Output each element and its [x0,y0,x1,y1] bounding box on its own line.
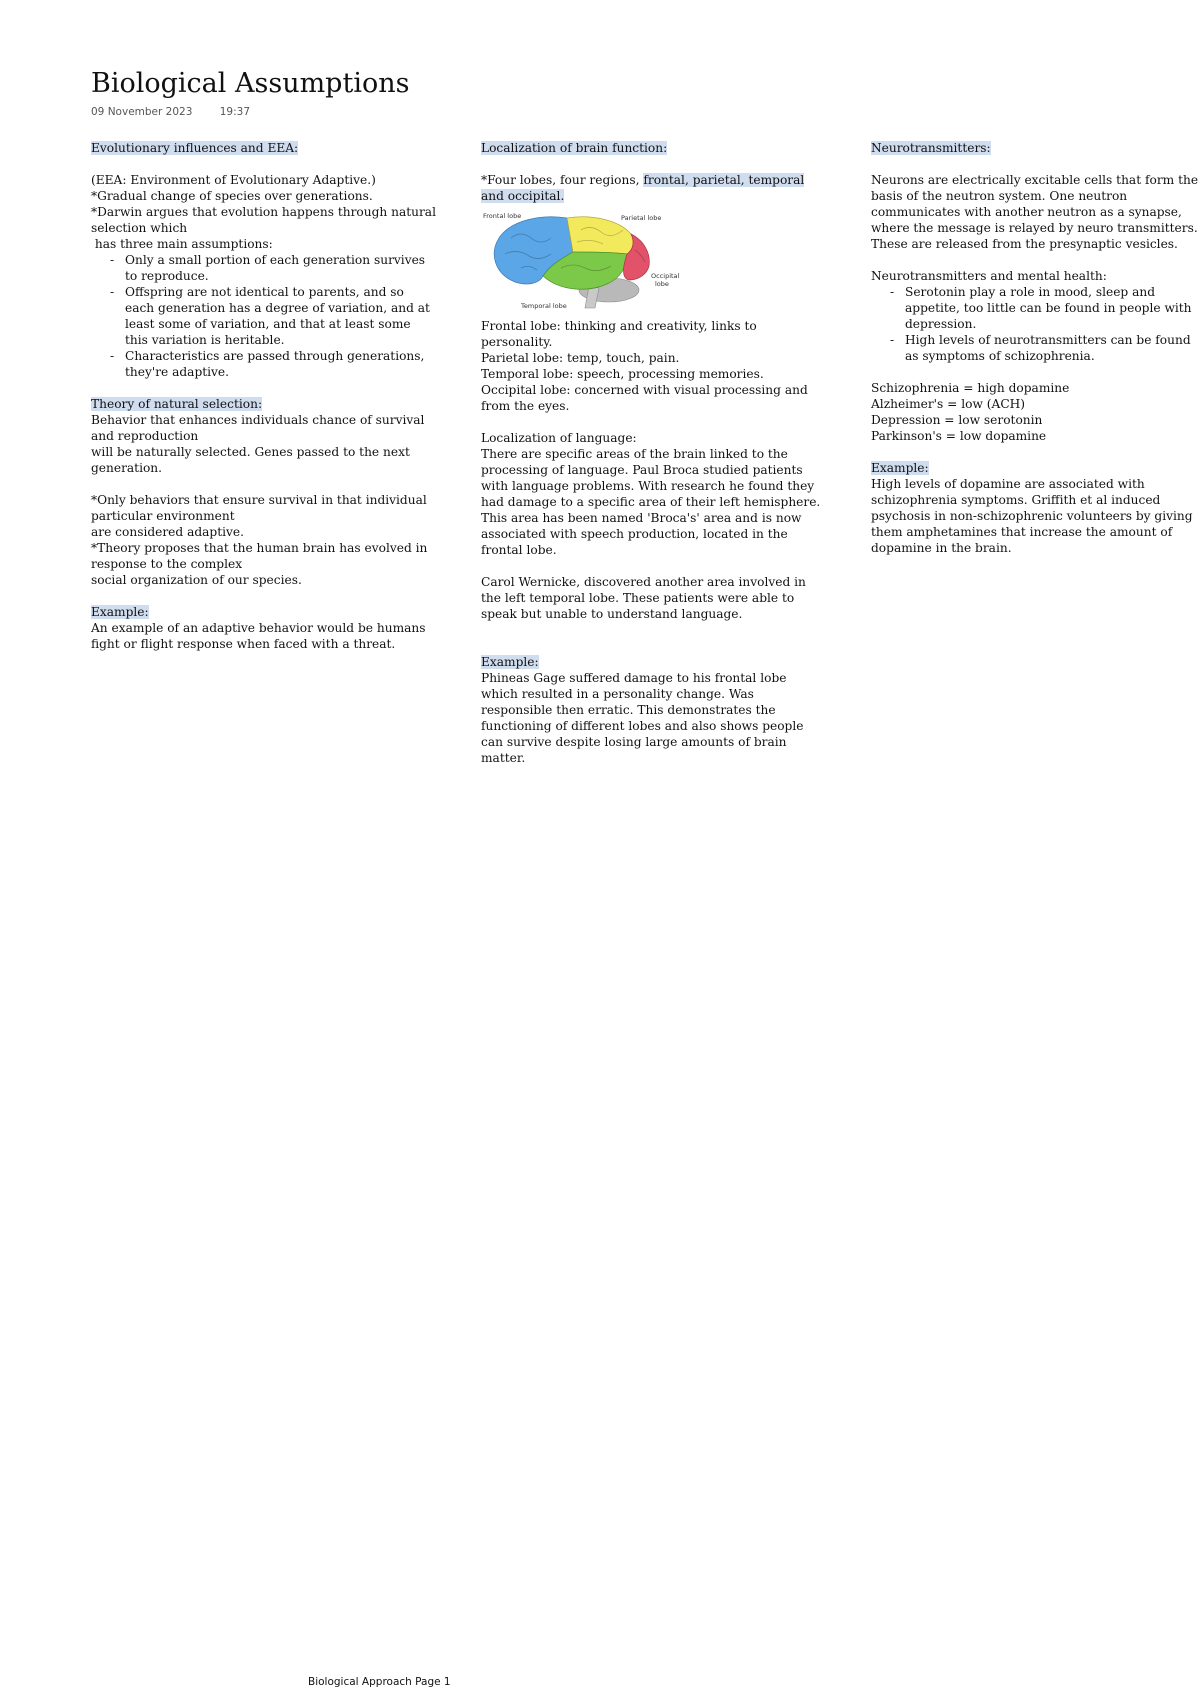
text-line: Frontal lobe: thinking and creativity, links to personality. [481,319,757,349]
neurons-text: Neurons are electrically excitable cells that form the basis of the neutron system. One neutron communicates with another neutron as a synapse, where the message is relayed by neuro transmitters. These are released from the presynaptic vesicles. [871,173,1199,251]
text-line: Occipital lobe: concerned with visual processing and from the eyes. [481,383,808,413]
column-evolution [91,140,436,652]
text-line: are considered adaptive. [91,525,244,539]
list-item: - High levels of neurotransmitters can be found as symptoms of schizophrenia. [905,332,1200,364]
list-item: - Characteristics are passed through generations, they're adaptive. [125,348,436,380]
text-line: (EEA: Environment of Evolutionary Adaptive.) [91,173,376,187]
page-title: Biological Assumptions [91,68,410,99]
example-text: Phineas Gage suffered damage to his frontal lobe which resulted in a personality change. Was responsible then erratic. This demonstrates the functioning of different lobes and also shows people can survive despite losing large amounts of brain matter. [481,671,804,765]
text-line: has three main assumptions: [91,237,273,251]
brain-lobes-diagram [481,208,681,312]
mental-health-list [871,284,1200,364]
section-heading-theory: Theory of natural selection: [91,397,263,411]
language-heading: Localization of language: [481,431,637,445]
column-neurotransmitters [871,140,1200,556]
section-heading-localization: Localization of brain function: [481,141,668,155]
label-frontal-lobe: Frontal lobe [483,212,522,220]
label-occipital-lobe-2: lobe [655,280,669,288]
example-text: High levels of dopamine are associated with schizophrenia symptoms. Griffith et al induced psychosis in non-schizophrenic volunteers by giving them amphetamines that increase the amount of dopamine in the brain. [871,477,1193,555]
mental-health-heading: Neurotransmitters and mental health: [871,269,1107,283]
column-localization [481,140,826,766]
label-temporal-lobe: Temporal lobe [521,302,567,310]
wernicke-text: Carol Wernicke, discovered another area involved in the left temporal lobe. These patients were able to speak but unable to understand language. [481,575,806,621]
example-heading: Example: [91,605,149,619]
example-text: An example of an adaptive behavior would be humans fight or flight response when faced with a threat. [91,621,426,651]
list-item: - Offspring are not identical to parents, and so each generation has a degree of variation, and at least some of variation, and that at least some this variation is heritable. [125,284,436,348]
page-date: 09 November 2023 [91,106,193,118]
section-heading-neurotransmitters: Neurotransmitters: [871,141,991,155]
list-item: - Only a small portion of each generation survives to reproduce. [125,252,436,284]
text-line: will be naturally selected. Genes passed to the next generation. [91,445,410,475]
disorder-line: Parkinson's = low dopamine [871,429,1047,443]
text-line: *Theory proposes that the human brain has evolved in response to the complex [91,541,428,571]
disorder-line: Schizophrenia = high dopamine [871,381,1070,395]
example-heading: Example: [481,655,539,669]
text-line: *Only behaviors that ensure survival in that individual particular environment [91,493,427,523]
lobes-intro-highlight: frontal, parietal, temporal and occipital. [481,173,805,203]
language-text: There are specific areas of the brain linked to the processing of language. Paul Broca studied patients with language problems. With research he found they had damage to a specific area of their left hemisphere. This area has been named 'Broca's' area and is now associated with speech production, located in the frontal lobe. [481,447,821,557]
label-occipital-lobe-1: Occipital [651,272,680,280]
page-time: 19:37 [219,106,250,118]
parietal-lobe-shape [567,217,633,254]
text-line: social organization of our species. [91,573,302,587]
lobes-intro [481,172,826,204]
section-heading-evolution: Evolutionary influences and EEA: [91,141,299,155]
page-meta [91,106,250,118]
lobes-intro-plain: *Four lobes, four regions, [481,173,644,187]
text-line: Behavior that enhances individuals chance of survival and reproduction [91,413,425,443]
disorder-line: Alzheimer's = low (ACH) [871,397,1026,411]
page-footer: Biological Approach Page 1 [308,1676,451,1688]
assumptions-list [91,252,436,380]
disorder-line: Depression = low serotonin [871,413,1043,427]
list-item: - Serotonin play a role in mood, sleep and appetite, too little can be found in people with depression. [905,284,1200,332]
example-heading: Example: [871,461,929,475]
text-line: *Darwin argues that evolution happens through natural selection which [91,205,436,235]
text-line: *Gradual change of species over generations. [91,189,373,203]
text-line: Parietal lobe: temp, touch, pain. [481,351,680,365]
label-parietal-lobe: Parietal lobe [621,214,662,222]
text-line: Temporal lobe: speech, processing memories. [481,367,764,381]
